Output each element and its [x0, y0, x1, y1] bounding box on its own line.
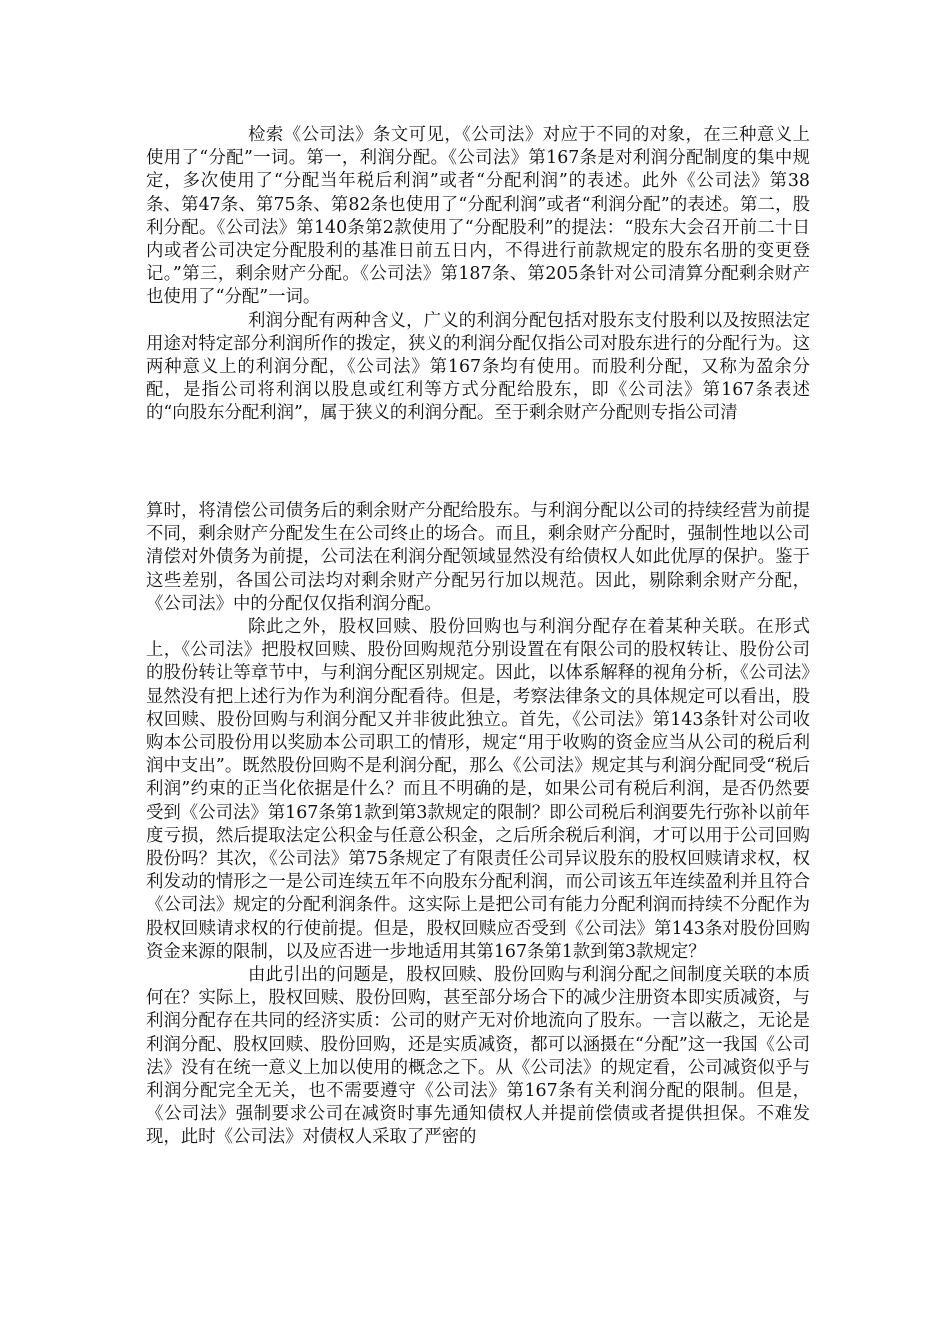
paragraph-residual-assets: 算时，将清偿公司债务后的剩余财产分配给股东。与利润分配以公司的持续经营为前提不同，剩余财产分配发生在公司终止的场合。而且，剩余财产分配时，强制性地以公司清偿对外债务为前提，公司法在利润分配领域显然没有给债权人如此优厚的保护。鉴于这些差别，各国公司法均对剩余财产分配另行加以规范。因此，剔除剩余财产分配，《公司法》中的分配仅仅指利润分配。: [146, 501, 810, 614]
text-block-top: [146, 124, 810, 426]
paragraph-distribution-meanings: 检索《公司法》条文可见，《公司法》对应于不同的对象，在三种意义上使用了“分配”一词。第一，利润分配。《公司法》第167条是对利润分配制度的集中规定，多次使用了“分配当年税后利润”或者“分配利润”的表述。此外《公司法》第38条、第47条、第75条、第82条也使用了“分配利润”或者“利润分配”的表述。第二，股利分配。《公司法》第140条第2款使用了“分配股利”的提法：“股东大会召开前二十日内或者公司决定分配股利的基准日前五日内，不得进行前款规定的股东名册的变更登记。”第三，剩余财产分配。《公司法》第187条、第205条针对公司清算分配剩余财产也使用了“分配”一词。: [146, 125, 810, 308]
text-block-bottom: [146, 500, 810, 1150]
paragraph-institutional-link: 由此引出的问题是，股权回赎、股份回购与利润分配之间制度关联的本质何在？实际上，股权回赎、股份回购，甚至部分场合下的减少注册资本即实质减资，与利润分配存在共同的经济实质：公司的财产无对价地流向了股东。一言以蔽之，无论是利润分配、股权回赎、股份回购，还是实质减资，都可以涵摄在“分配”这一我国《公司法》没有在统一意义上加以使用的概念之下。从《公司法》的规定看，公司减资似乎与利润分配完全无关，也不需要遵守《公司法》第167条有关利润分配的限制。但是，《公司法》强制要求公司在减资时事先通知债权人并提前偿债或者提供担保。不难发现，此时《公司法》对债权人采取了严密的: [146, 965, 810, 1148]
paragraph-share-repurchase: 除此之外，股权回赎、股份回购也与利润分配存在着某种关联。在形式上，《公司法》把股权回赎、股份回购规范分别设置在有限公司的股权转让、股份公司的股份转让等章节中，与利润分配区别规定。因此，以体系解释的视角分析，《公司法》显然没有把上述行为作为利润分配看待。但是，考察法律条文的具体规定可以看出，股权回赎、股份回购与利润分配又并非彼此独立。首先，《公司法》第143条针对公司收购本公司股份用以奖励本公司职工的情形，规定“用于收购的资金应当从公司的税后利润中支出”。既然股份回购不是利润分配，那么《公司法》规定其与利润分配同受“税后利润”约束的正当化依据是什么？而且不明确的是，如果公司有税后利润，是否仍然要受到《公司法》第167条第1款到第3款规定的限制？即公司税后利润要先行弥补以前年度亏损，然后提取法定公积金与任意公积金，之后所余税后利润，才可以用于公司回购股份吗？其次，《公司法》第75条规定了有限责任公司异议股东的股权回赎请求权，权利发动的情形之一是公司连续五年不向股东分配利润，而公司该五年连续盈利并且符合《公司法》规定的分配利润条件。这实际上是把公司有能力分配利润而持续不分配作为股权回赎请求权的行使前提。但是，股权回赎应否受到《公司法》第143条对股份回购资金来源的限制，以及应否进一步地适用其第167条第1款到第3款规定？: [146, 617, 810, 962]
paragraph-profit-distribution: 利润分配有两种含义，广义的利润分配包括对股东支付股利以及按照法定用途对特定部分利润所作的拨定，狭义的利润分配仅指公司对股东进行的分配行为。这两种意义上的利润分配，《公司法》第167条均有使用。而股利分配，又称为盈余分配，是指公司将利润以股息或红利等方式分配给股东，即《公司法》第167条表述的“向股东分配利润”，属于狭义的利润分配。至于剩余财产分配则专指公司清: [146, 310, 810, 424]
